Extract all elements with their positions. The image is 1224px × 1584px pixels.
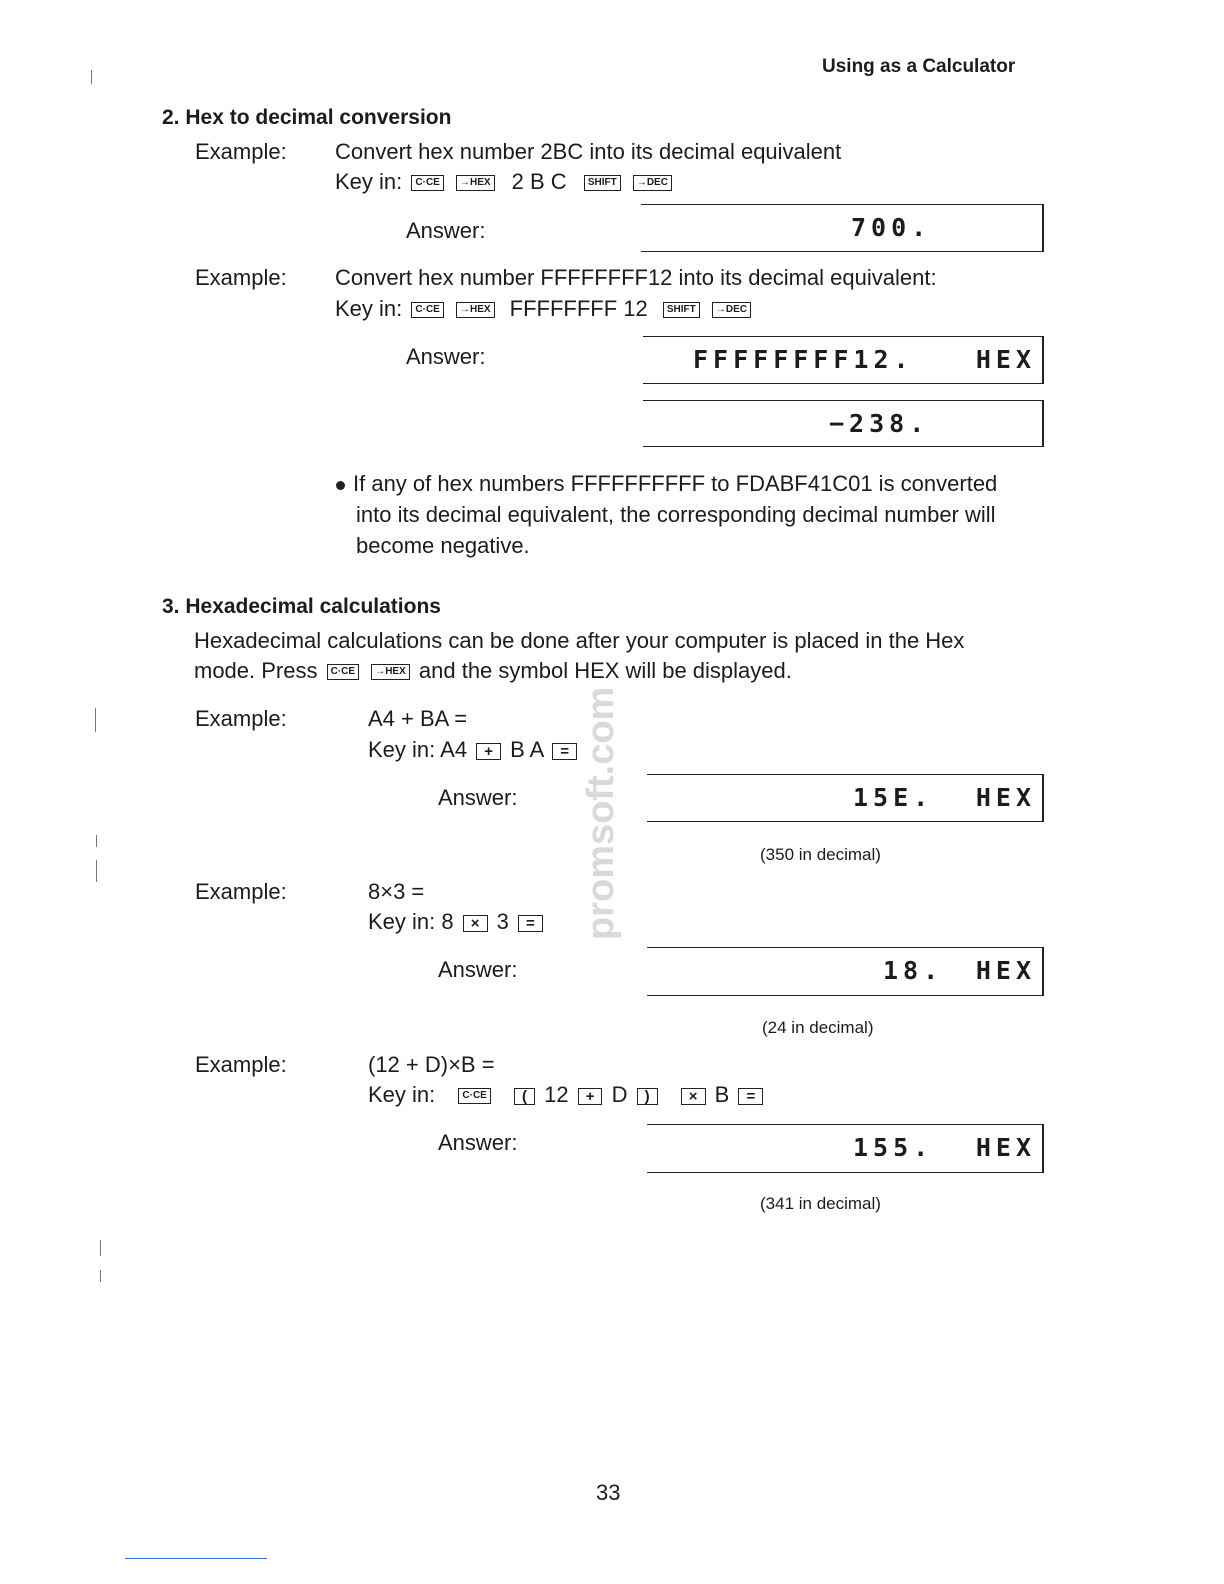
key-digits: 3 (496, 909, 509, 934)
margin-mark (91, 70, 92, 84)
margin-mark (100, 1240, 101, 1256)
decimal-note: (341 in decimal) (760, 1194, 881, 1213)
expression: 8×3 = (368, 879, 425, 904)
display-value: 155. (853, 1133, 934, 1162)
intro-line (194, 658, 792, 684)
c-ce-key: C·CE (327, 664, 359, 680)
hex-key: →HEX (371, 664, 410, 680)
answer-label: Answer: (406, 218, 486, 243)
calculator-display (647, 947, 1044, 996)
plus-key: + (476, 743, 501, 760)
example-description: Convert hex number 2BC into its decimal equivalent (335, 139, 842, 164)
note-line: into its decimal equivalent, the corresponding decimal number will (356, 502, 996, 527)
example-label: Example: (195, 139, 287, 164)
times-key: × (463, 915, 488, 932)
section-title: 2. Hex to decimal conversion (162, 106, 452, 129)
margin-mark (95, 708, 96, 732)
key-sequence (368, 909, 546, 935)
equals-key: = (518, 915, 543, 932)
key-digits: FFFFFFFF 12 (509, 296, 648, 321)
decimal-note: (350 in decimal) (760, 845, 881, 864)
key-sequence (368, 737, 580, 763)
answer-label: Answer: (438, 785, 518, 810)
display-value: −238. (829, 409, 930, 438)
equals-key: = (552, 743, 577, 760)
margin-mark (96, 860, 97, 882)
display-value: 18. (883, 956, 944, 985)
keyin-label: Key in: (335, 169, 403, 194)
shift-key: SHIFT (663, 302, 700, 318)
note-bullet (336, 471, 997, 497)
section-title: 3. Hexadecimal calculations (162, 595, 441, 618)
example-label: Example: (195, 706, 287, 731)
key-number: 12 (544, 1082, 569, 1107)
c-ce-key: C·CE (458, 1088, 490, 1104)
example-label: Example: (195, 1052, 287, 1077)
dec-key: →DEC (712, 302, 751, 318)
dec-key: →DEC (633, 175, 672, 191)
c-ce-key: C·CE (411, 302, 443, 318)
example-label: Example: (195, 879, 287, 904)
key-sequence (335, 169, 675, 195)
intro-line: Hexadecimal calculations can be done after your computer is placed in the Hex (194, 628, 965, 653)
display-value: 15E. (853, 783, 934, 812)
answer-label: Answer: (438, 957, 518, 982)
hex-symbol: HEX (975, 1133, 1036, 1162)
display-value: FFFFFFFF12. (693, 345, 914, 374)
watermark: promsoft.com (580, 686, 622, 940)
hex-key: →HEX (456, 302, 495, 318)
intro-prefix: mode. Press (194, 658, 318, 683)
keyin-label: Key in: (368, 1082, 436, 1107)
hex-symbol: HEX (975, 345, 1036, 374)
page-number: 33 (596, 1480, 621, 1505)
calculator-display (641, 204, 1044, 252)
answer-label: Answer: (406, 344, 486, 369)
key-digits: 2 B C (511, 169, 567, 194)
footer-rule (125, 1558, 267, 1559)
key-sequence (335, 296, 754, 322)
equals-key: = (738, 1088, 763, 1105)
hex-key: →HEX (456, 175, 495, 191)
calculator-display (643, 400, 1044, 447)
bullet-icon (336, 481, 345, 490)
key-letter: D (611, 1082, 628, 1107)
decimal-note: (24 in decimal) (762, 1018, 874, 1037)
expression: A4 + BA = (368, 706, 468, 731)
calculator-display (647, 1124, 1044, 1173)
running-header: Using as a Calculator (822, 56, 1016, 77)
c-ce-key: C·CE (411, 175, 443, 191)
calculator-display (647, 774, 1044, 822)
display-value: 700. (851, 213, 932, 242)
keyin-label: Key in: (335, 296, 403, 321)
left-paren-key: ( (514, 1088, 535, 1105)
calculator-display (643, 336, 1044, 384)
margin-mark (100, 1270, 101, 1282)
example-label: Example: (195, 265, 287, 290)
keyin-label: Key in: A4 (368, 737, 468, 762)
note-line: If any of hex numbers FFFFFFFFFF to FDABF41C01 is converted (353, 471, 998, 496)
key-sequence (368, 1082, 766, 1108)
intro-suffix: and the symbol HEX will be displayed. (418, 658, 792, 683)
note-line: become negative. (356, 533, 530, 558)
plus-key: + (578, 1088, 603, 1105)
hex-symbol: HEX (975, 956, 1036, 985)
key-letter: B (714, 1082, 730, 1107)
key-digits: B A (510, 737, 544, 762)
shift-key: SHIFT (584, 175, 621, 191)
times-key: × (681, 1088, 706, 1105)
answer-label: Answer: (438, 1130, 518, 1155)
example-description: Convert hex number FFFFFFFF12 into its decimal equivalent: (335, 265, 937, 290)
margin-mark (96, 835, 97, 847)
hex-symbol: HEX (975, 783, 1036, 812)
right-paren-key: ) (637, 1088, 658, 1105)
keyin-label: Key in: 8 (368, 909, 454, 934)
expression: (12 + D)×B = (368, 1052, 495, 1077)
